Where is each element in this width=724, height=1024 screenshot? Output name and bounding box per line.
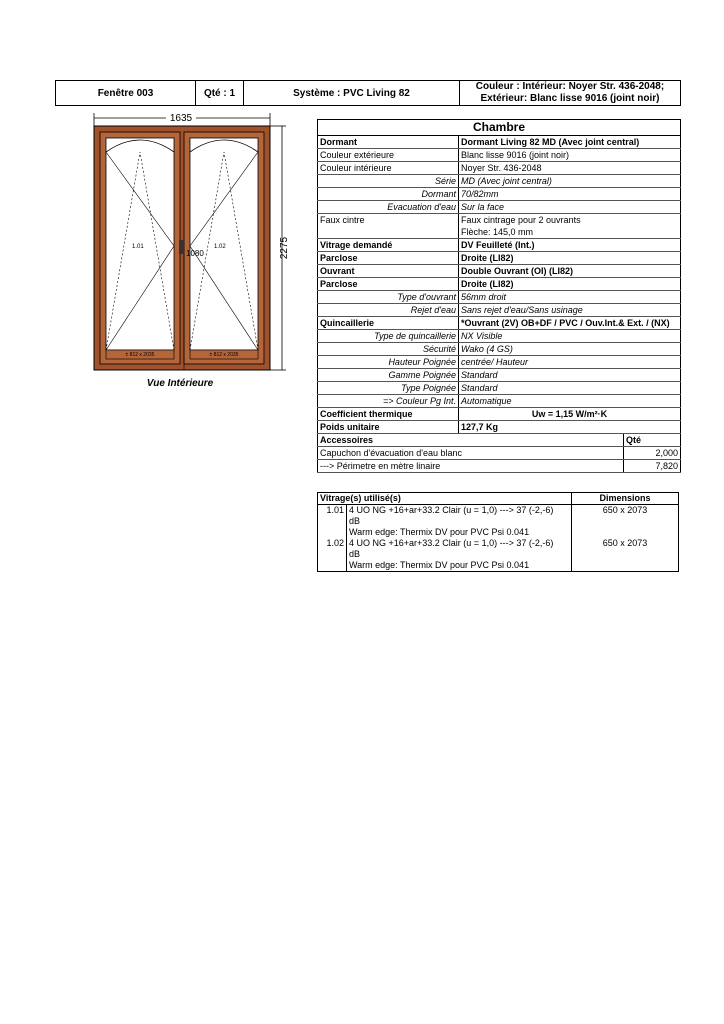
height-dimension: 2275: [279, 236, 290, 260]
spec-value: 127,7 Kg: [459, 421, 681, 434]
accessory-qty: 7,820: [624, 460, 681, 473]
spec-row: [318, 188, 681, 201]
glazing-dim: 650 x 2073: [572, 538, 679, 572]
spec-value: 56mm droit: [459, 291, 681, 304]
spec-key: Faux cintre: [318, 214, 459, 239]
spec-row: [318, 265, 681, 278]
spec-value: 70/82mm: [459, 188, 681, 201]
spec-row: [318, 304, 681, 317]
accessories-header: Accessoires: [318, 434, 624, 447]
color-line-2: Extérieur: Blanc lisse 9016 (joint noir): [480, 93, 660, 104]
spec-key: Parclose: [318, 278, 459, 291]
glazing-line-2: dB: [349, 549, 361, 559]
spec-value: [459, 214, 681, 239]
glazing-header: Vitrage(s) utilisé(s): [318, 493, 572, 505]
spec-value: Noyer Str. 436-2048: [459, 162, 681, 175]
spec-value: Automatique: [459, 395, 681, 408]
spec-value: DV Feuilleté (Int.): [459, 239, 681, 252]
glazing-line-3: Warm edge: Thermix DV pour PVC Psi 0.041: [349, 527, 530, 537]
spec-value: Sans rejet d'eau/Sans usinage: [459, 304, 681, 317]
spec-row: [318, 421, 681, 434]
spec-key: Couleur extérieure: [318, 149, 459, 162]
spec-value: *Ouvrant (2V) OB+DF / PVC / Ouv.Int.& Ext. / (NX): [459, 317, 681, 330]
header-bar: [55, 80, 681, 106]
spec-row: [318, 330, 681, 343]
spec-row: [318, 239, 681, 252]
glazing-line-3: Warm edge: Thermix DV pour PVC Psi 0.041: [349, 560, 530, 570]
width-dimension: 1635: [169, 113, 193, 124]
spec-key: Gamme Poignée: [318, 369, 459, 382]
spec-value: NX Visible: [459, 330, 681, 343]
glazing-line-2: dB: [349, 516, 361, 526]
spec-row: [318, 175, 681, 188]
handle-icon: [179, 240, 184, 254]
spec-key: Dormant: [318, 136, 459, 149]
spec-value: Double Ouvrant (OI) (LI82): [459, 265, 681, 278]
handle-height: 1080: [186, 249, 204, 258]
glazing-table: [317, 492, 679, 572]
spec-value: Droite (LI82): [459, 252, 681, 265]
spec-key: Quincaillerie: [318, 317, 459, 330]
spec-value: MD (Avec joint central): [459, 175, 681, 188]
glazing-desc: [347, 505, 572, 539]
spec-value: Standard: [459, 369, 681, 382]
spec-key: Coefficient thermique: [318, 408, 459, 421]
spec-key: Type Poignée: [318, 382, 459, 395]
sash-2-size: ± 812 x 2035: [209, 352, 239, 358]
dimensions-header: Dimensions: [572, 493, 679, 505]
sash-2-id: 1.02: [214, 244, 226, 250]
spec-key: Série: [318, 175, 459, 188]
spec-row: [318, 395, 681, 408]
spec-value: Dormant Living 82 MD (Avec joint central): [459, 136, 681, 149]
spec-row: [318, 136, 681, 149]
spec-key: Sécurité: [318, 343, 459, 356]
spec-row: [318, 343, 681, 356]
glazing-id: 1.02: [318, 538, 347, 572]
spec-value: Standard: [459, 382, 681, 395]
window-name: Fenêtre 003: [56, 81, 196, 105]
spec-key: Dormant: [318, 188, 459, 201]
view-label: Vue Intérieure: [146, 378, 214, 389]
spec-key: Parclose: [318, 252, 459, 265]
qty-header: Qté: [624, 434, 681, 447]
spec-value-line-1: Faux cintrage pour 2 ouvrants: [461, 215, 581, 225]
spec-key: Evacuation d'eau: [318, 201, 459, 214]
spec-value: centrée/ Hauteur: [459, 356, 681, 369]
spec-row: [318, 162, 681, 175]
spec-key: Poids unitaire: [318, 421, 459, 434]
spec-row: [318, 369, 681, 382]
spec-key: Rejet d'eau: [318, 304, 459, 317]
glazing-dim: 650 x 2073: [572, 505, 679, 539]
spec-key: Type de quincaillerie: [318, 330, 459, 343]
spec-row: [318, 356, 681, 369]
spec-row: [318, 408, 681, 421]
spec-value: Sur la face: [459, 201, 681, 214]
glazing-line-1: 4 UO NG +16+ar+33.2 Clair (u = 1,0) ---> 37 (-2,-6): [349, 505, 554, 515]
spec-row: [318, 317, 681, 330]
glazing-desc: [347, 538, 572, 572]
spec-value: Wako (4 GS): [459, 343, 681, 356]
spec-row: [318, 291, 681, 304]
accessory-row: [318, 460, 681, 473]
glazing-row: [318, 538, 679, 572]
spec-value-line-2: Flèche: 145,0 mm: [461, 227, 534, 237]
spec-key: Type d'ouvrant: [318, 291, 459, 304]
system: Système : PVC Living 82: [244, 81, 460, 105]
quantity: Qté : 1: [196, 81, 244, 105]
spec-row: [318, 382, 681, 395]
accessory-qty: 2,000: [624, 447, 681, 460]
glazing-row: [318, 505, 679, 539]
glazing-id: 1.01: [318, 505, 347, 539]
spec-value: Droite (LI82): [459, 278, 681, 291]
spec-value: Uw = 1,15 W/m²·K: [459, 408, 681, 421]
spec-key: Hauteur Poignée: [318, 356, 459, 369]
spec-row: [318, 278, 681, 291]
color-line-1: Couleur : Intérieur: Noyer Str. 436-2048;: [475, 81, 665, 92]
spec-table: [317, 119, 681, 473]
spec-value: Blanc lisse 9016 (joint noir): [459, 149, 681, 162]
spec-key: Couleur intérieure: [318, 162, 459, 175]
sash-1-id: 1.01: [132, 244, 144, 250]
accessory-label: ---> Périmetre en mètre linaire: [318, 460, 624, 473]
accessory-row: [318, 447, 681, 460]
spec-row: [318, 201, 681, 214]
window-drawing: [86, 108, 308, 398]
room-title: Chambre: [318, 120, 681, 136]
spec-row: [318, 252, 681, 265]
sash-1-size: ± 812 x 2035: [125, 352, 155, 358]
spec-key: Ouvrant: [318, 265, 459, 278]
color-info: [460, 81, 680, 105]
spec-key: Vitrage demandé: [318, 239, 459, 252]
spec-row: [318, 214, 681, 239]
accessory-label: Capuchon d'évacuation d'eau blanc: [318, 447, 624, 460]
glazing-line-1: 4 UO NG +16+ar+33.2 Clair (u = 1,0) ---> 37 (-2,-6): [349, 538, 554, 548]
spec-key: => Couleur Pg Int.: [318, 395, 459, 408]
spec-row: [318, 149, 681, 162]
